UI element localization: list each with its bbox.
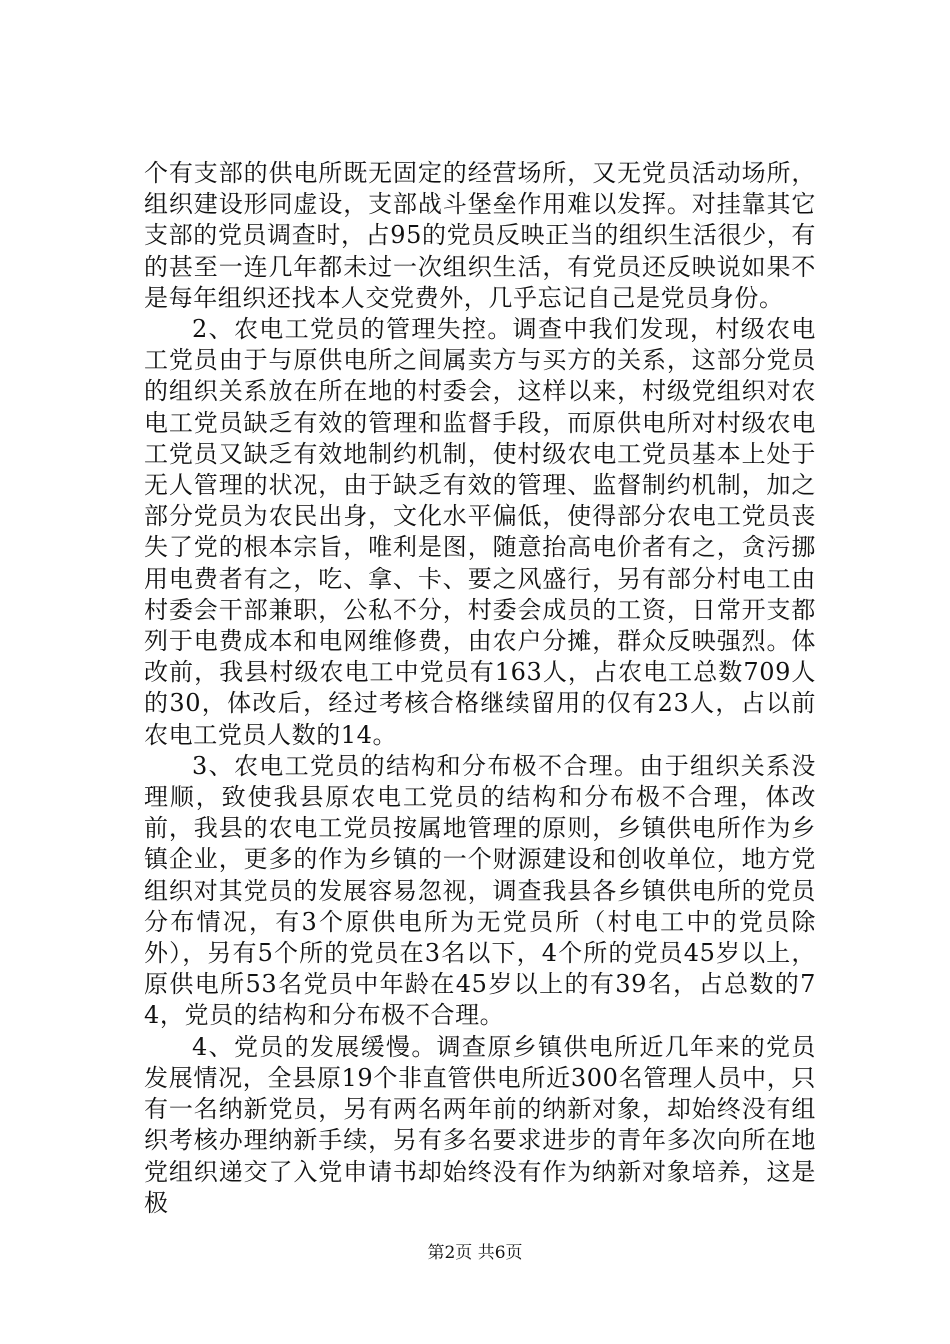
document-body <box>144 158 816 1219</box>
paragraph-4: 4、党员的发展缓慢。调查原乡镇供电所近几年来的党员发展情况，全县原19个非直管供电所近300名管理人员中，只有一名纳新党员，另有两名两年前的纳新对象，却始终没有组织考核办理纳新手续，另有多名要求进步的青年多次向所在地党组织递交了入党申请书却始终没有作为纳新对象培养，这是极 <box>144 1032 816 1217</box>
page-footer <box>0 1242 950 1264</box>
paragraph-3: 3、农电工党员的结构和分布极不合理。由于组织关系没理顺，致使我县原农电工党员的结构和分布极不合理，体改前，我县的农电工党员按属地管理的原则，乡镇供电所作为乡镇企业，更多的作为乡镇的一个财源建设和创收单位，地方党组织对其党员的发展容易忽视，调查我县各乡镇供电所的党员分布情况，有3个原供电所为无党员所（村电工中的党员除外），另有5个所的党员在3名以下，4个所的党员45岁以上，原供电所53名党员中年龄在45岁以上的有39名，占总数的74，党员的结构和分布极不合理。 <box>144 751 816 1030</box>
page-number-label: 第2页 共6页 <box>427 1243 523 1263</box>
paragraph-2: 2、农电工党员的管理失控。调查中我们发现，村级农电工党员由于与原供电所之间属卖方与买方的关系，这部分党员的组织关系放在所在地的村委会，这样以来，村级党组织对农电工党员缺乏有效的管理和监督手段，而原供电所对村级农电工党员又缺乏有效地制约机制，使村级农电工党员基本上处于无人管理的状况，由于缺乏有效的管理、监督制约机制，加之部分党员为农民出身，文化水平偏低，使得部分农电工党员丧失了党的根本宗旨，唯利是图，随意抬高电价者有之，贪污挪用电费者有之，吃、拿、卡、要之风盛行，另有部分村电工由村委会干部兼职，公私不分，村委会成员的工资，日常开支都列于电费成本和电网维修费，由农户分摊，群众反映强烈。体改前，我县村级农电工中党员有163人，占农电工总数709人的30，体改后，经过考核合格继续留用的仅有23人，占以前农电工党员人数的14。 <box>144 315 816 749</box>
paragraph-1: 个有支部的供电所既无固定的经营场所，又无党员活动场所，组织建设形同虚设，支部战斗堡垒作用难以发挥。对挂靠其它支部的党员调查时，占95的党员反映正当的组织生活很少，有的甚至一连几年都未过一次组织生活，有党员还反映说如果不是每年组织还找本人交党费外，几乎忘记自己是党员身份。 <box>144 159 816 312</box>
